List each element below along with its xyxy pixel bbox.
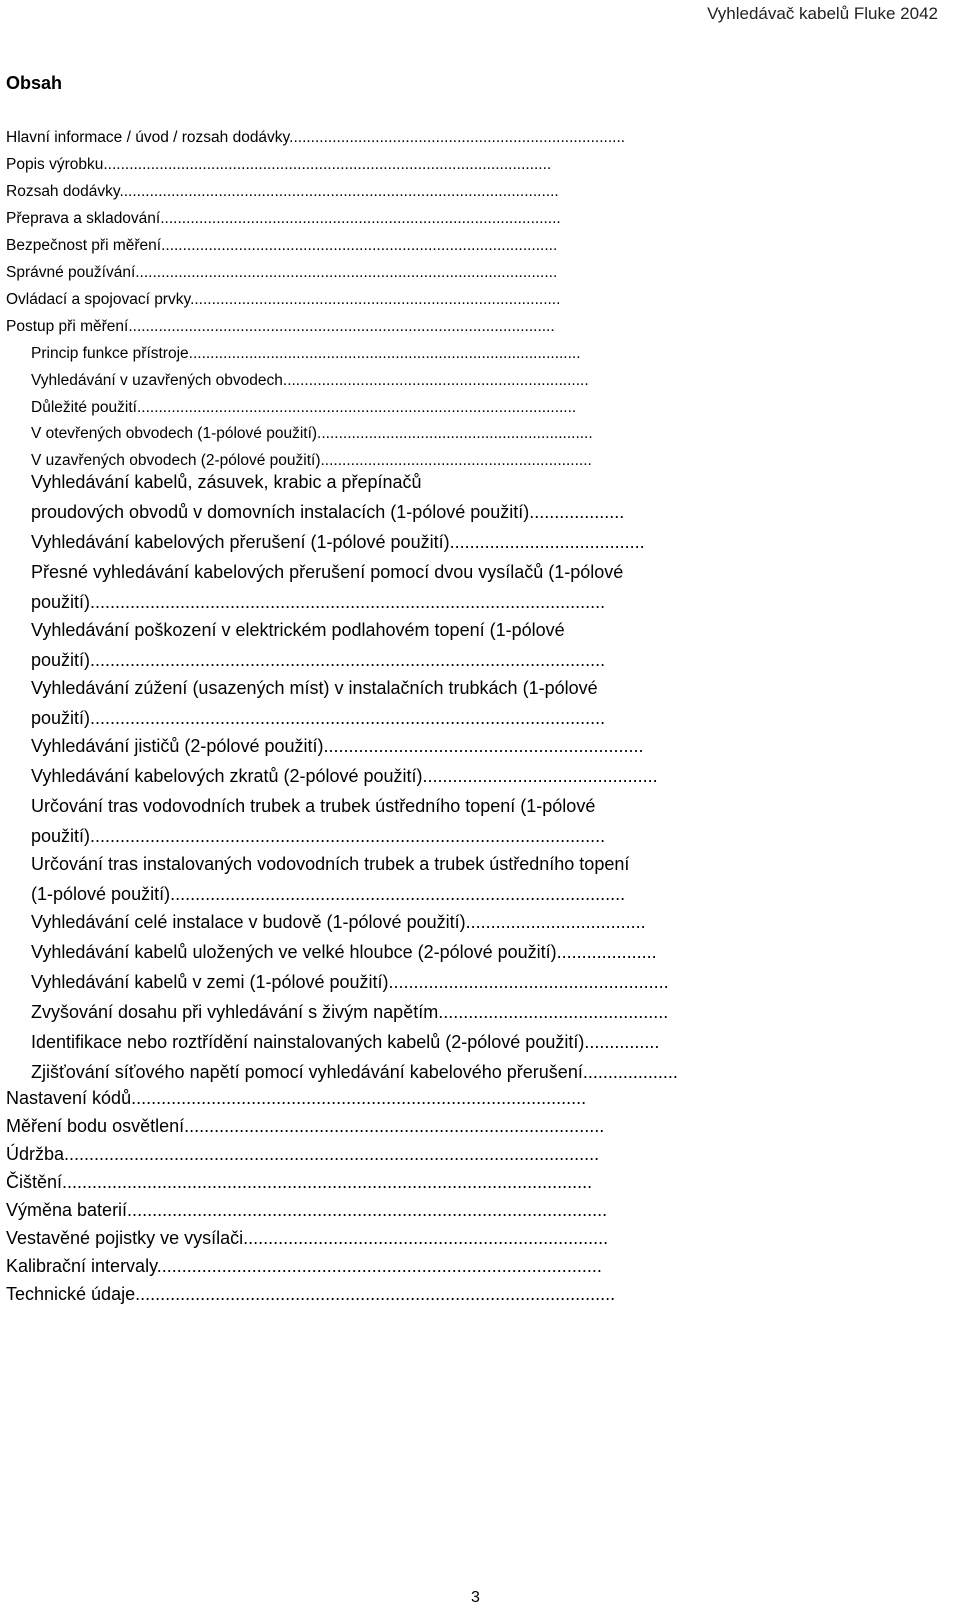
toc-entry[interactable] xyxy=(6,1253,602,1280)
toc-entry-text: Údržba........................................................................................................... xyxy=(6,1144,600,1164)
toc-entry-text: Vyhledávání celé instalace v budově (1-pólové použití).................................... xyxy=(31,912,646,932)
toc-entry-text: Vyhledávání kabelů, zásuvek, krabic a přepínačů xyxy=(31,472,422,492)
toc-entry[interactable] xyxy=(31,557,623,617)
toc-entry[interactable] xyxy=(6,1197,607,1224)
toc-entry[interactable] xyxy=(6,1085,586,1112)
toc-entry-text: Zjišťování síťového napětí pomocí vyhledávání kabelového přerušení................... xyxy=(31,1062,678,1082)
toc-entry[interactable] xyxy=(6,232,557,260)
toc-entry-text: Identifikace nebo roztřídění nainstalovaných kabelů (2-pólové použití)............... xyxy=(31,1032,660,1052)
toc-entry[interactable] xyxy=(31,997,668,1027)
toc-entry-text: Postup při měření................................................................................................... xyxy=(6,318,555,335)
toc-entry-text: Vyhledávání kabelů uložených ve velké hloubce (2-pólové použití).................... xyxy=(31,942,657,962)
toc-title: Obsah xyxy=(6,73,63,93)
toc-entry-text: Nastavení kódů........................................................................................... xyxy=(6,1088,587,1108)
toc-entry[interactable] xyxy=(31,731,644,761)
toc-entry-text: Hlavní informace / úvod / rozsah dodávky.............................................................................. xyxy=(6,129,626,146)
toc-entry-text: Bezpečnost při měření............................................................................................ xyxy=(6,237,558,254)
toc-entry[interactable] xyxy=(6,313,555,341)
toc-entry[interactable] xyxy=(31,907,646,937)
toc-entry[interactable] xyxy=(6,178,559,206)
toc-entry[interactable] xyxy=(31,527,645,557)
toc-entry-text: Vyhledávání zúžení (usazených míst) v instalačních trubkách (1-pólové xyxy=(31,678,598,698)
toc-entry-text: Přeprava a skladování............................................................................................. xyxy=(6,210,561,227)
toc-entry-text: Zvyšování dosahu při vyhledávání s živým napětím.............................................. xyxy=(31,1002,669,1022)
toc-entry-text: použití)....................................................................................................... xyxy=(31,650,606,670)
toc-entry[interactable] xyxy=(6,1141,599,1168)
toc-entry[interactable] xyxy=(6,259,557,287)
toc-entry-text: proudových obvodů v domovních instalacích (1-pólové použití)................... xyxy=(31,502,625,522)
toc-entry-text: Vyhledávání kabelových zkratů (2-pólové použití)............................................... xyxy=(31,766,658,786)
toc-entry[interactable] xyxy=(31,937,657,967)
toc-entry-text: Správné používání.................................................................................................. xyxy=(6,264,558,281)
toc-entry[interactable] xyxy=(6,286,560,314)
toc-entry-text: Vyhledávání kabelových přerušení (1-pólové použití)....................................... xyxy=(31,532,645,552)
toc-entry-text: V uzavřených obvodech (2-pólové použití)............................................................... xyxy=(31,452,592,469)
toc-entry-text: Kalibrační intervaly......................................................................................... xyxy=(6,1256,602,1276)
toc-entry-text: Výměna baterií................................................................................................ xyxy=(6,1200,608,1220)
toc-entry[interactable] xyxy=(31,615,605,675)
toc-entry-text: Popis výrobku........................................................................................................ xyxy=(6,156,552,173)
toc-entry[interactable] xyxy=(31,1027,659,1057)
toc-entry[interactable] xyxy=(31,394,576,422)
toc-entry-text: Rozsah dodávky...................................................................................................... xyxy=(6,183,559,200)
toc-entry[interactable] xyxy=(31,340,581,368)
toc-entry[interactable] xyxy=(6,124,625,152)
toc-entry-text: Vyhledávání kabelů v zemi (1-pólové použití)........................................................ xyxy=(31,972,669,992)
toc-entry-text: Vyhledávání poškození v elektrickém podlahovém topení (1-pólové xyxy=(31,620,565,640)
toc-entry[interactable] xyxy=(6,151,551,179)
toc-entry-text: Přesné vyhledávání kabelových přerušení pomocí dvou vysílačů (1-pólové xyxy=(31,562,624,582)
toc-entry-text: použití)....................................................................................................... xyxy=(31,708,606,728)
toc-entry-text: Určování tras vodovodních trubek a trubek ústředního topení (1-pólové xyxy=(31,796,596,816)
toc-entry-text: Určování tras instalovaných vodovodních trubek a trubek ústředního topení xyxy=(31,854,630,874)
toc-entry-text: Vyhledávání v uzavřených obvodech....................................................................... xyxy=(31,372,589,389)
toc-entry-text: Technické údaje................................................................................................ xyxy=(6,1284,616,1304)
toc-entry[interactable] xyxy=(6,1169,592,1196)
toc-entry-text: Vyhledávání jističů (2-pólové použití)................................................................ xyxy=(31,736,644,756)
toc-entry-text: V otevřených obvodech (1-pólové použití)................................................................ xyxy=(31,425,593,442)
toc-entry-text: (1-pólové použití)........................................................................................... xyxy=(31,884,626,904)
document-header-title: Vyhledávač kabelů Fluke 2042 xyxy=(707,4,938,23)
toc-entry[interactable] xyxy=(31,1057,678,1087)
toc-entry[interactable] xyxy=(6,1281,615,1308)
toc-entry-text: použití)....................................................................................................... xyxy=(31,826,606,846)
toc-entry[interactable] xyxy=(6,1113,604,1140)
toc-entry[interactable] xyxy=(6,205,561,233)
toc-entry-text: použití)....................................................................................................... xyxy=(31,592,606,612)
toc-entry[interactable] xyxy=(31,673,605,733)
toc-entry[interactable] xyxy=(31,967,669,997)
toc-entry-text: Měření bodu osvětlení.................................................................................... xyxy=(6,1116,605,1136)
toc-entry[interactable] xyxy=(6,1225,608,1252)
toc-entry[interactable] xyxy=(31,791,605,851)
page-number: 3 xyxy=(471,1589,480,1606)
toc-entry-text: Čištění.......................................................................................................... xyxy=(6,1172,593,1192)
toc-entry[interactable] xyxy=(31,761,658,791)
toc-entry-text: Ovládací a spojovací prvky...................................................................................... xyxy=(6,291,561,308)
toc-entry-text: Vestavěné pojistky ve vysílači......................................................................... xyxy=(6,1228,609,1248)
toc-entry-text: Důležité použití...................................................................................................... xyxy=(31,399,577,416)
toc-entry[interactable] xyxy=(31,367,589,395)
toc-entry-text: Princip funkce přístroje........................................................................................... xyxy=(31,345,581,362)
toc-entry[interactable] xyxy=(31,420,593,448)
toc-entry[interactable] xyxy=(31,849,629,909)
toc-entry[interactable] xyxy=(31,467,624,527)
